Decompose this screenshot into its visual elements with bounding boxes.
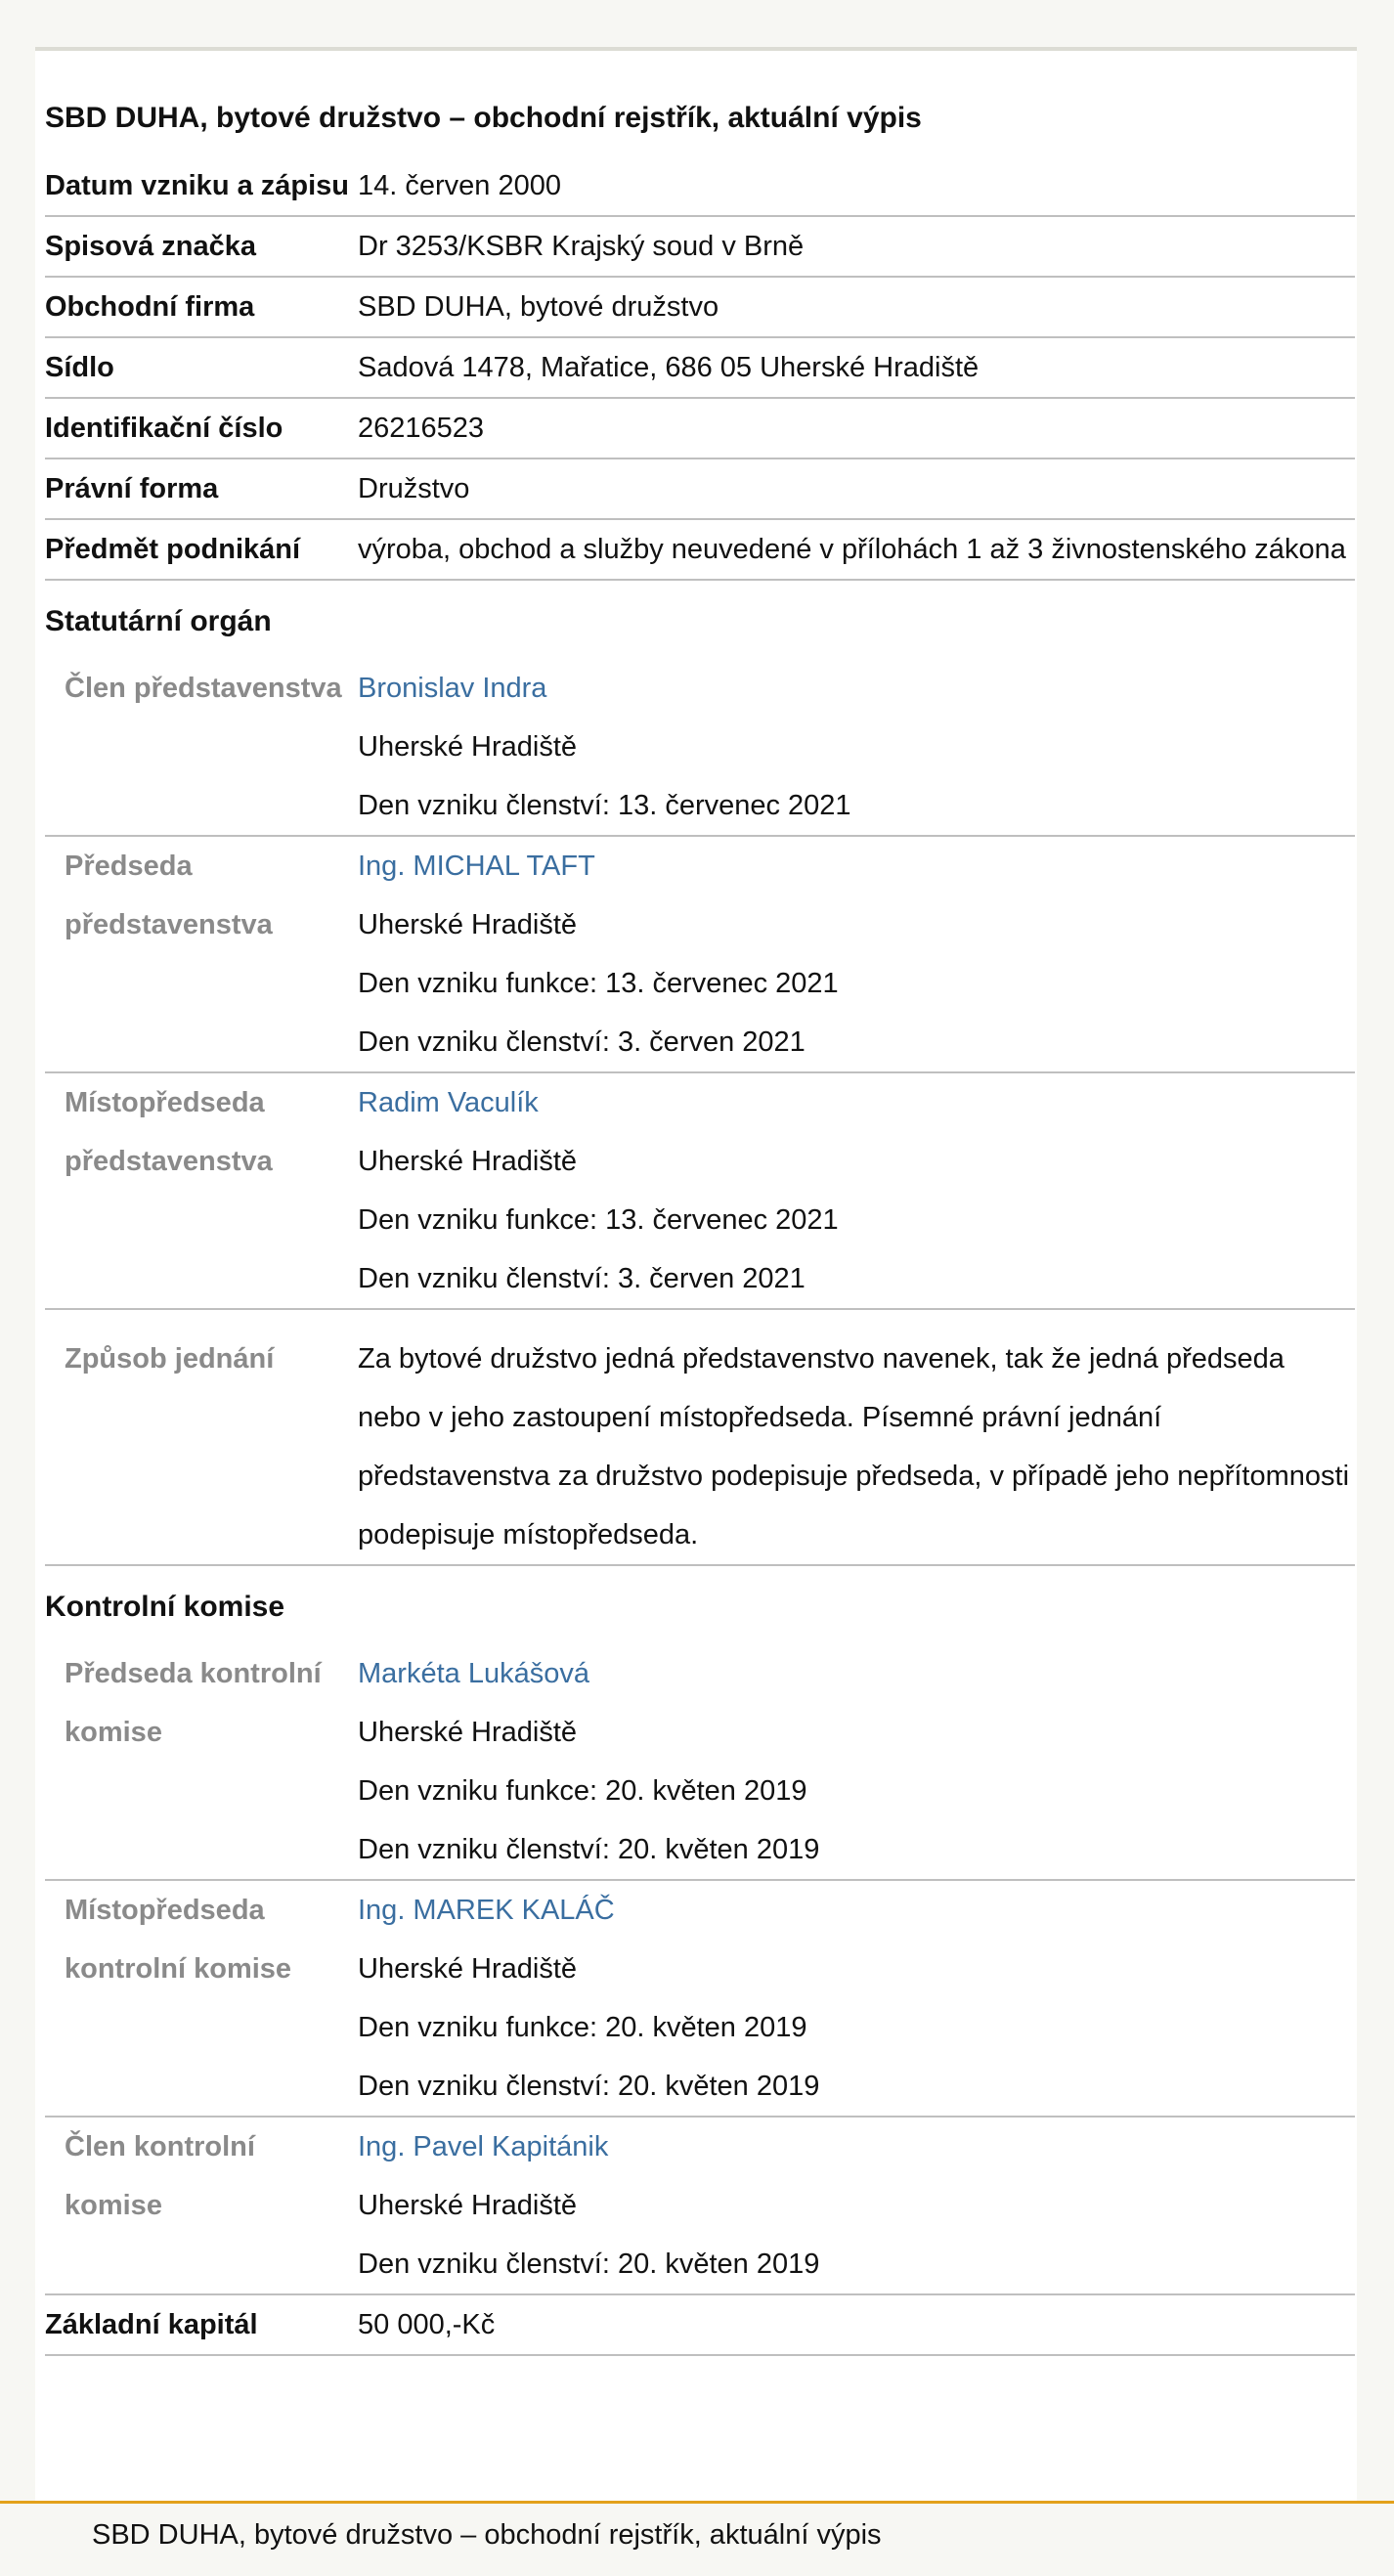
footer-text: SBD DUHA, bytové družstvo – obchodní rejstřík, aktuální výpis — [92, 2519, 882, 2551]
row-label: Předmět podnikání — [45, 534, 301, 565]
member-name-link[interactable]: Ing. Pavel Kapitánik — [358, 2131, 609, 2162]
member-city: Uherské Hradiště — [358, 1953, 578, 1985]
member-city: Uherské Hradiště — [358, 909, 578, 940]
member-detail: Den vzniku členství: 20. květen 2019 — [358, 2071, 820, 2102]
row-value: SBD DUHA, bytové družstvo — [358, 291, 719, 323]
row-business-name — [45, 278, 1355, 338]
row-date-of-registration — [45, 156, 1355, 217]
member-role: Místopředseda představenstva — [65, 1087, 273, 1177]
control-member — [45, 1881, 1355, 2118]
row-identification-number — [45, 399, 1355, 459]
member-role: Člen kontrolní komise — [65, 2131, 255, 2221]
document-title: SBD DUHA, bytové družstvo – obchodní rejstřík, aktuální výpis — [45, 102, 922, 134]
member-detail: Den vzniku funkce: 20. květen 2019 — [358, 1775, 807, 1807]
section-heading-statutory: Statutární orgán — [45, 605, 272, 637]
conduct-row — [45, 1310, 1355, 1566]
row-label: Základní kapitál — [45, 2309, 258, 2340]
row-value: Družstvo — [358, 473, 470, 504]
member-detail: Den vzniku členství: 20. květen 2019 — [358, 1834, 820, 1865]
member-detail: Den vzniku členství: 3. červen 2021 — [358, 1026, 806, 1058]
row-value: Sadová 1478, Mařatice, 686 05 Uherské Hradiště — [358, 352, 980, 383]
row-business-activity — [45, 520, 1355, 581]
member-detail: Den vzniku funkce: 13. červenec 2021 — [358, 968, 839, 999]
section-heading-control: Kontrolní komise — [45, 1591, 285, 1623]
member-name-link[interactable]: Radim Vaculík — [358, 1087, 539, 1118]
member-name-link[interactable]: Ing. MAREK KALÁČ — [358, 1895, 615, 1926]
member-name-link[interactable]: Ing. MICHAL TAFT — [358, 851, 595, 882]
control-member — [45, 2118, 1355, 2295]
member-role: Člen představenstva — [65, 673, 342, 704]
member-city: Uherské Hradiště — [358, 1146, 578, 1177]
conduct-text: Za bytové družstvo jedná představenstvo navenek, tak že jedná předseda nebo v jeho zastoupení místopředseda. Písemné právní jednání představenstva za družstvo podepisuje předseda, v případě jeho nepřítomnosti podepisuje místopředseda. — [358, 1343, 1350, 1550]
row-registered-capital — [45, 2295, 1355, 2356]
row-label: Identifikační číslo — [45, 413, 283, 444]
row-label: Spisová značka — [45, 231, 256, 262]
control-member — [45, 1644, 1355, 1881]
member-role: Předseda představenstva — [65, 851, 273, 940]
member-city: Uherské Hradiště — [358, 731, 578, 763]
row-label: Právní forma — [45, 473, 219, 504]
member-detail: Den vzniku funkce: 20. květen 2019 — [358, 2012, 807, 2043]
row-value: výroba, obchod a služby neuvedené v přílohách 1 až 3 živnostenského zákona — [358, 534, 1346, 565]
row-label: Datum vzniku a zápisu — [45, 170, 350, 201]
member-name-link[interactable]: Bronislav Indra — [358, 673, 547, 704]
row-legal-form — [45, 459, 1355, 520]
statutory-member — [45, 659, 1355, 837]
row-value: 14. červen 2000 — [358, 170, 561, 201]
row-value: Dr 3253/KSBR Krajský soud v Brně — [358, 231, 805, 262]
page-footer — [0, 2501, 1394, 2576]
row-value: 50 000,-Kč — [358, 2309, 496, 2340]
statutory-member — [45, 1073, 1355, 1310]
conduct-label: Způsob jednání — [65, 1343, 275, 1375]
member-name-link[interactable]: Markéta Lukášová — [358, 1658, 589, 1689]
row-label: Sídlo — [45, 352, 114, 383]
member-role: Místopředseda kontrolní komise — [65, 1895, 292, 1985]
register-extract-content — [45, 51, 1355, 2356]
row-label: Obchodní firma — [45, 291, 255, 323]
row-registered-office — [45, 338, 1355, 399]
register-extract-panel — [35, 47, 1357, 2512]
member-city: Uherské Hradiště — [358, 1717, 578, 1748]
member-detail: Den vzniku funkce: 13. červenec 2021 — [358, 1204, 839, 1236]
row-value: 26216523 — [358, 413, 485, 444]
member-detail: Den vzniku členství: 3. červen 2021 — [358, 1263, 806, 1294]
member-detail: Den vzniku členství: 20. květen 2019 — [358, 2249, 820, 2280]
row-file-number — [45, 217, 1355, 278]
statutory-member — [45, 837, 1355, 1073]
member-city: Uherské Hradiště — [358, 2190, 578, 2221]
member-role: Předseda kontrolní komise — [65, 1658, 322, 1748]
member-detail: Den vzniku členství: 13. červenec 2021 — [358, 790, 851, 821]
